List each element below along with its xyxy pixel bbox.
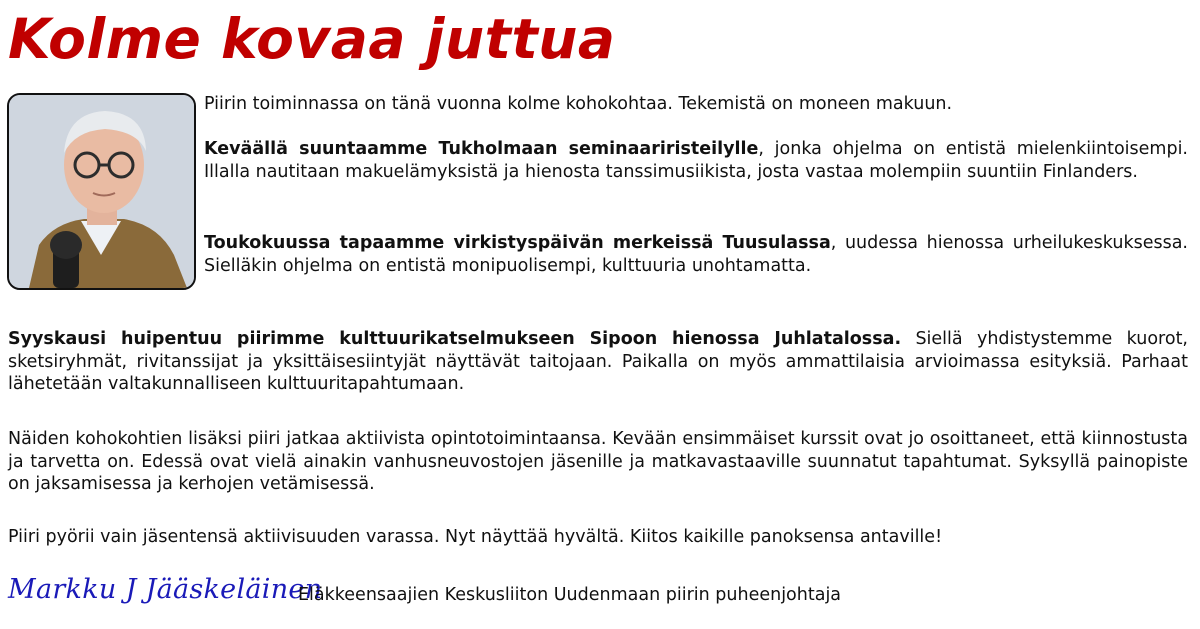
may-recreation-text: , uudessa hienossa urheilukeskuksessa. Sielläkin ohjelma on entistä monipuolisempi, kulttuuria unohtamatta. xyxy=(204,233,1188,276)
signature-role: Eläkkeensaajien Keskusliiton Uudenmaan piirin puheenjohtaja xyxy=(298,585,842,605)
studies-paragraph: Näiden kohokohtien lisäksi piiri jatkaa aktiivista opintotoimintaansa. Kevään ensimmäiset kurssit ovat jo osoittaneet, että kiinnostusta ja tarvetta on. Edessä ovat vielä ainakin vanhusneuvostojen jäsenille ja matkavastaaville suunnatut tapahtumat. Syksyllä painopiste on jaksamisessa ja kerhojen vetämisessä. xyxy=(8,429,1188,494)
autumn-culture-paragraph xyxy=(8,328,1188,396)
article-title: Kolme kovaa juttua xyxy=(8,7,616,71)
autumn-culture-heading: Syyskausi huipentuu piirimme kulttuurikatselmukseen Sipoon hienossa Juhlatalossa. xyxy=(8,329,902,349)
intro-paragraph: Piirin toiminnassa on tänä vuonna kolme kohokohtaa. Tekemistä on moneen makuun. xyxy=(204,94,953,114)
spring-cruise-heading: Keväällä suuntaamme Tukholmaan seminaariristeilylle xyxy=(204,139,759,159)
autumn-culture-text: Siellä yhdistystemme kuorot, sketsiryhmät, rivitanssijat ja yksittäisesiintyjät näyttävät taitojaan. Paikalla on myös ammattilaisia arvioimassa esityksiä. Parhaat lähetetään valtakunnalliseen kulttuuritapahtumaan. xyxy=(8,329,1188,394)
may-recreation-paragraph xyxy=(204,232,1188,277)
spring-cruise-text: , jonka ohjelma on entistä mielenkiintoisempi. Illalla nautitaan makuelämyksistä ja hienosta tanssimusiikista, josta vastaa molempiin suuntiin Finlanders. xyxy=(204,139,1188,182)
spring-cruise-paragraph xyxy=(204,138,1188,183)
person-photo-icon xyxy=(7,93,196,290)
signature-block xyxy=(8,572,1188,612)
signature: Markku J Jääskeläinen xyxy=(8,574,323,605)
closing-paragraph: Piiri pyörii vain jäsentensä aktiivisuuden varassa. Nyt näyttää hyvältä. Kiitos kaikille panoksensa antaville! xyxy=(8,527,943,547)
may-recreation-heading: Toukokuussa tapaamme virkistyspäivän merkeissä Tuusulassa xyxy=(204,233,831,253)
